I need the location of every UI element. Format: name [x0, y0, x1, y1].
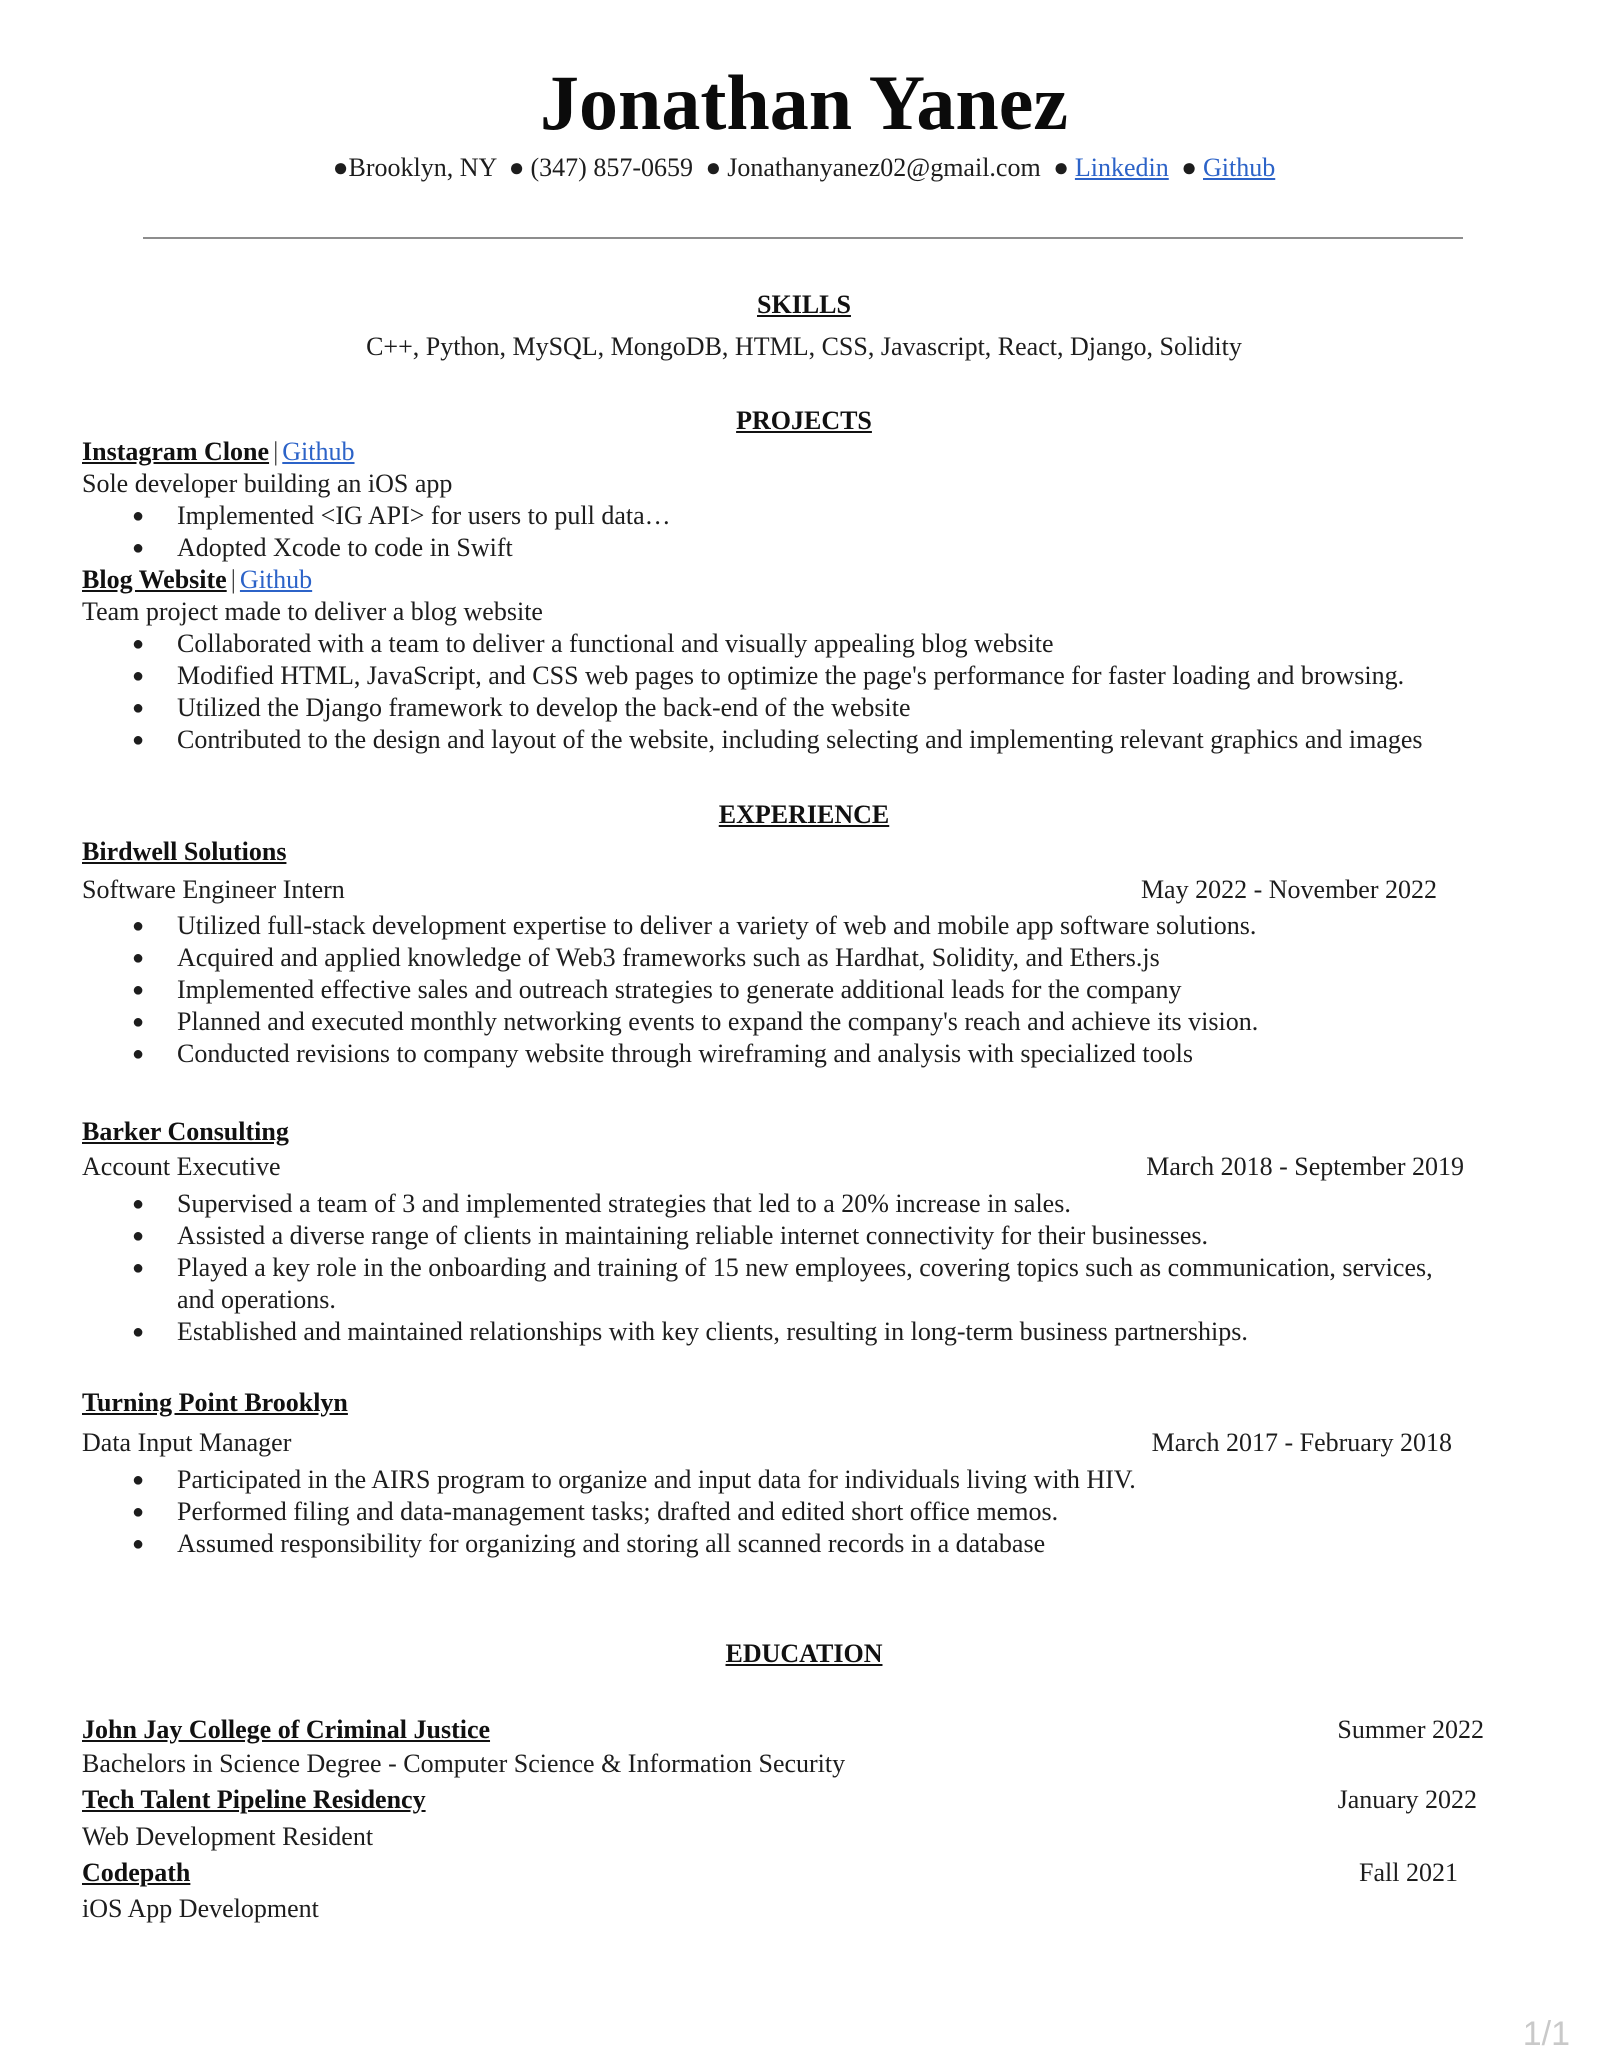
list-item — [130, 660, 1530, 692]
bullet-text: Contributed to the design and layout of the website, including selecting and implementing relevant graphics and images — [177, 725, 1423, 754]
phone-text: (347) 857-0659 — [530, 153, 693, 182]
bullet-icon: ● — [1053, 153, 1069, 182]
bullet-text: Acquired and applied knowledge of Web3 frameworks such as Hardhat, Solidity, and Ethers.js — [177, 943, 1160, 972]
list-item — [130, 500, 1530, 532]
bullet-icon: ● — [705, 153, 722, 182]
project-description: Team project made to deliver a blog website — [82, 597, 543, 626]
job-bullets — [130, 910, 1530, 1070]
bullet-icon: ● — [132, 1469, 145, 1491]
school-name: Tech Talent Pipeline Residency — [82, 1785, 426, 1814]
bullet-text: Established and maintained relationships with key clients, resulting in long-term business partnerships. — [177, 1317, 1248, 1346]
bullet-text: Participated in the AIRS program to organize and input data for individuals living with HIV. — [177, 1465, 1136, 1494]
bullet-icon: ● — [132, 665, 145, 687]
bullet-icon: ● — [132, 915, 145, 937]
bullet-text: Assisted a diverse range of clients in maintaining reliable internet connectivity for their businesses. — [177, 1221, 1209, 1250]
project-bullets — [130, 500, 1530, 564]
list-item — [130, 628, 1530, 660]
list-item — [130, 1464, 1530, 1496]
bullet-icon: ● — [132, 729, 145, 751]
job-dates: March 2017 - February 2018 — [1151, 1428, 1452, 1457]
bullet-icon: ● — [132, 1533, 145, 1555]
company-name: Barker Consulting — [82, 1117, 289, 1146]
email-text: Jonathanyanez02@gmail.com — [727, 153, 1041, 182]
bullet-icon: ● — [132, 537, 145, 559]
school-name: John Jay College of Criminal Justice — [82, 1715, 491, 1744]
job-dates: May 2022 - November 2022 — [1140, 875, 1437, 904]
bullet-icon: ● — [132, 1043, 145, 1065]
bullet-icon: ● — [132, 1257, 145, 1279]
skills-heading: SKILLS — [757, 290, 851, 319]
page-indicator: 1/1 — [1522, 2015, 1570, 2053]
bullet-icon: ● — [132, 633, 145, 655]
education-heading: EDUCATION — [725, 1639, 883, 1668]
list-item — [130, 532, 1530, 564]
bullet-text: Conducted revisions to company website through wireframing and analysis with specialized tools — [177, 1039, 1193, 1068]
job-role: Data Input Manager — [82, 1428, 292, 1457]
job-dates: March 2018 - September 2019 — [1146, 1152, 1464, 1181]
list-item — [130, 910, 1530, 942]
bullet-text: Assumed responsibility for organizing and storing all scanned records in a database — [177, 1529, 1046, 1558]
list-item — [130, 1252, 1467, 1316]
bullet-text: Utilized full-stack development expertise to deliver a variety of web and mobile app software solutions. — [177, 911, 1257, 940]
education-date: Fall 2021 — [1359, 1858, 1458, 1887]
bullet-icon: ● — [132, 1225, 145, 1247]
bullet-icon: ● — [132, 947, 145, 969]
bullet-icon: ● — [1181, 153, 1197, 182]
list-item — [130, 724, 1530, 756]
bullet-icon: ● — [332, 153, 349, 182]
project-title-row — [82, 564, 312, 596]
job-role: Software Engineer Intern — [82, 875, 345, 904]
experience-heading: EXPERIENCE — [718, 800, 890, 829]
job-bullets — [130, 1464, 1530, 1560]
bullet-icon: ● — [132, 697, 145, 719]
skills-list: C++, Python, MySQL, MongoDB, HTML, CSS, Javascript, React, Django, Solidity — [366, 332, 1242, 361]
bullet-text: Collaborated with a team to deliver a functional and visually appealing blog website — [177, 629, 1054, 658]
project-github-link[interactable]: Github — [282, 437, 355, 466]
bullet-icon: ● — [132, 979, 145, 1001]
project-title: Blog Website — [82, 565, 227, 594]
project-bullets — [130, 628, 1530, 756]
bullet-text: Supervised a team of 3 and implemented strategies that led to a 20% increase in sales. — [177, 1189, 1071, 1218]
bullet-icon: ● — [132, 505, 145, 527]
bullet-text: Utilized the Django framework to develop the back-end of the website — [177, 693, 911, 722]
bullet-text: Performed filing and data-management tasks; drafted and edited short office memos. — [177, 1497, 1059, 1526]
resume-name: Jonathan Yanez — [539, 59, 1069, 146]
bullet-text: Adopted Xcode to code in Swift — [177, 533, 513, 562]
company-name: Birdwell Solutions — [82, 837, 287, 866]
projects-heading: PROJECTS — [736, 406, 872, 435]
list-item — [130, 1006, 1530, 1038]
list-item — [130, 1038, 1530, 1070]
job-role: Account Executive — [82, 1152, 281, 1181]
bullet-text: Implemented <IG API> for users to pull data… — [177, 501, 671, 530]
education-date: Summer 2022 — [1337, 1715, 1484, 1744]
job-bullets — [130, 1188, 1530, 1348]
bullet-text: Planned and executed monthly networking events to expand the company's reach and achieve its vision. — [177, 1007, 1259, 1036]
bullet-text: Played a key role in the onboarding and training of 15 new employees, covering topics such as communication, services, and operations. — [177, 1253, 1433, 1314]
list-item — [130, 692, 1530, 724]
bullet-icon: ● — [132, 1501, 145, 1523]
list-item — [130, 1316, 1530, 1348]
education-detail: iOS App Development — [82, 1894, 319, 1923]
bullet-icon: ● — [132, 1011, 145, 1033]
list-item — [130, 974, 1530, 1006]
company-name: Turning Point Brooklyn — [82, 1388, 348, 1417]
location-text: Brooklyn, NY — [348, 153, 497, 182]
separator: | — [230, 565, 236, 594]
list-item — [130, 942, 1530, 974]
linkedin-link[interactable]: Linkedin — [1074, 153, 1169, 182]
education-detail: Web Development Resident — [82, 1822, 374, 1851]
bullet-icon: ● — [508, 153, 525, 182]
education-detail: Bachelors in Science Degree - Computer Science & Information Security — [82, 1749, 846, 1778]
contact-line — [0, 150, 1608, 186]
list-item — [130, 1496, 1530, 1528]
bullet-icon: ● — [132, 1193, 145, 1215]
bullet-text: Modified HTML, JavaScript, and CSS web pages to optimize the page's performance for faster loading and browsing. — [177, 661, 1405, 690]
school-name: Codepath — [82, 1858, 191, 1887]
list-item — [130, 1188, 1530, 1220]
github-link[interactable]: Github — [1203, 153, 1276, 182]
list-item — [130, 1528, 1530, 1560]
bullet-icon: ● — [132, 1321, 145, 1343]
bullet-text: Implemented effective sales and outreach strategies to generate additional leads for the company — [177, 975, 1182, 1004]
project-title-row — [82, 436, 355, 468]
project-description: Sole developer building an iOS app — [82, 469, 453, 498]
project-github-link[interactable]: Github — [239, 565, 313, 594]
project-title: Instagram Clone — [82, 437, 270, 466]
list-item — [130, 1220, 1530, 1252]
education-date: January 2022 — [1337, 1785, 1477, 1814]
header-divider — [143, 237, 1463, 239]
separator: | — [273, 437, 279, 466]
